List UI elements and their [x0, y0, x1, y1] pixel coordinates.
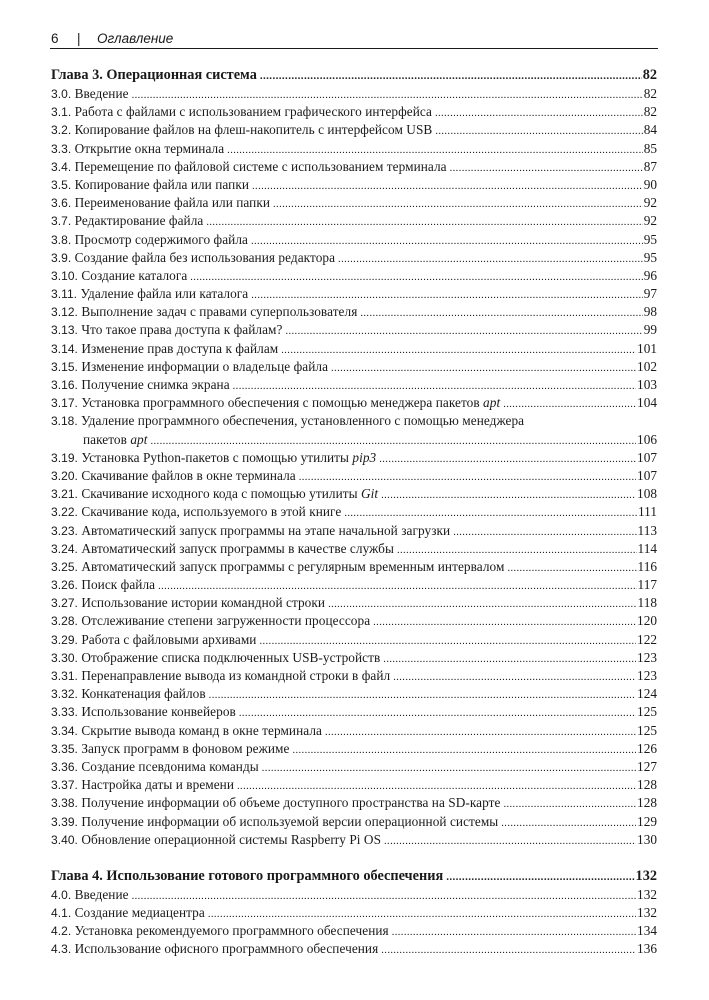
- entry-number: 3.29.: [51, 632, 78, 647]
- toc-entry[interactable]: [51, 703, 657, 721]
- entry-page: 87: [643, 158, 657, 174]
- entry-number: 3.4.: [51, 159, 72, 174]
- toc-entry[interactable]: [51, 485, 657, 503]
- entry-page: 90: [643, 176, 657, 192]
- entry-number: 3.36.: [51, 759, 78, 774]
- page-number: 6: [51, 31, 59, 46]
- running-header: [50, 28, 658, 48]
- entry-title: Установка Python-пакетов с помощью утилиты: [81, 449, 353, 465]
- entry-page: 114: [637, 540, 657, 556]
- entry-page: 102: [637, 358, 657, 374]
- header-title: Оглавление: [97, 31, 174, 46]
- entry-number: 4.0.: [51, 887, 72, 902]
- entry-page: 95: [643, 231, 657, 247]
- entry-title-emphasis: Git: [360, 486, 379, 502]
- entry-title: Введение: [74, 886, 129, 902]
- entry-title: Установка программного обеспечения с помощью менеджера пакетов: [81, 395, 484, 411]
- entry-number: 3.26.: [51, 578, 78, 593]
- entry-number: 4.3.: [51, 942, 72, 957]
- entry-page: 130: [637, 831, 657, 847]
- entry-title: Редактирование файла: [74, 213, 204, 229]
- entry-number: 3.30.: [51, 650, 78, 665]
- entry-page: 125: [637, 704, 657, 720]
- header-rule: [50, 48, 658, 49]
- entry-number: 3.33.: [51, 705, 78, 720]
- entry-page: 118: [637, 595, 657, 611]
- toc-entry[interactable]: [51, 540, 657, 558]
- toc-entry[interactable]: [51, 103, 657, 121]
- toc-entry[interactable]: [51, 194, 657, 212]
- dot-leader: [435, 105, 643, 123]
- entry-title: Использование конвейеров: [81, 704, 236, 720]
- toc-entry[interactable]: [51, 576, 657, 594]
- entry-title: Просмотр содержимого файла: [74, 231, 248, 247]
- dot-leader: [393, 669, 636, 687]
- entry-number: 3.39.: [51, 814, 78, 829]
- dot-leader: [384, 833, 636, 851]
- entry-page: 84: [643, 122, 657, 138]
- dot-leader: [450, 160, 643, 178]
- entry-title: Открытие окна терминала: [74, 140, 225, 156]
- entry-title: Перемещение по файловой системе с использованием терминала: [74, 158, 447, 174]
- entry-number: 3.6.: [51, 196, 72, 211]
- entry-page: 136: [637, 941, 657, 957]
- entry-page: 101: [637, 340, 657, 356]
- entry-page: 107: [637, 467, 657, 483]
- dot-leader: [190, 269, 642, 287]
- toc-entry[interactable]: [51, 121, 657, 139]
- toc-chapter-3[interactable]: [51, 66, 657, 85]
- entry-number: 3.16.: [51, 378, 78, 392]
- entry-number: 3.23.: [51, 523, 78, 538]
- entry-number: 3.31.: [51, 669, 78, 683]
- toc-entry[interactable]: [51, 303, 657, 321]
- entry-title: Изменение информации о владельце файла: [81, 358, 329, 374]
- entry-number: 3.40.: [51, 832, 78, 847]
- dot-leader: [273, 196, 643, 214]
- entry-title-emphasis: apt: [483, 395, 501, 411]
- entry-number: 4.1.: [51, 906, 72, 921]
- entry-page: 132: [637, 886, 657, 902]
- toc-entry[interactable]: [51, 321, 657, 339]
- toc-entry[interactable]: [51, 940, 657, 958]
- entry-title: Изменение прав доступа к файлам: [81, 340, 279, 356]
- entry-page: 128: [637, 777, 657, 793]
- entry-title: Скачивание исходного кода с помощью утилиты: [81, 486, 361, 502]
- toc-entry[interactable]: [51, 140, 657, 158]
- entry-page: 125: [637, 722, 657, 738]
- toc-entry[interactable]: [51, 904, 657, 922]
- toc-entry[interactable]: [51, 776, 657, 794]
- toc-entry[interactable]: [51, 922, 657, 940]
- entry-page: 82: [643, 86, 657, 101]
- toc-entry[interactable]: [51, 667, 657, 685]
- toc-entry[interactable]: [51, 685, 657, 703]
- entry-title: Создание псевдонима команды: [81, 758, 259, 774]
- entry-page: 106: [637, 431, 657, 447]
- entry-title: Поиск файла: [81, 577, 156, 593]
- toc-entry[interactable]: [51, 740, 657, 758]
- entry-number: 4.2.: [51, 924, 72, 939]
- entry-number: 3.2.: [51, 123, 72, 138]
- dot-leader: [252, 178, 643, 196]
- entry-number: 3.22.: [51, 505, 78, 520]
- entry-title: Скачивание кода, используемого в этой книге: [81, 504, 342, 520]
- dot-leader: [206, 214, 642, 232]
- entry-number: 3.12.: [51, 305, 78, 320]
- entry-number: 3.14.: [51, 341, 78, 356]
- entry-title: Автоматический запуск программы в качестве службы: [81, 540, 394, 556]
- entry-page: 124: [637, 686, 657, 702]
- entry-page: 111: [638, 504, 657, 520]
- toc-entry[interactable]: [51, 794, 657, 812]
- entry-number: 3.35.: [51, 741, 78, 756]
- entry-title: Удаление файла или каталога: [80, 286, 249, 302]
- entry-title: Перенаправление вывода из командной строки в файл: [81, 668, 391, 683]
- entry-number: 3.3.: [51, 141, 72, 156]
- dot-leader: [338, 251, 643, 269]
- entry-title: Скрытие вывода команд в окне терминала: [81, 722, 322, 738]
- toc-chapter-4[interactable]: [51, 867, 657, 886]
- entry-title: Создание медиацентра: [74, 905, 205, 921]
- toc-entry[interactable]: [51, 212, 657, 230]
- entry-page: 97: [643, 286, 657, 302]
- entry-title: Выполнение задач с правами суперпользователя: [81, 304, 358, 320]
- toc-entry[interactable]: [51, 176, 657, 194]
- entry-page: 120: [637, 613, 657, 629]
- chapter-page: 82: [642, 67, 657, 83]
- entry-title: Обновление операционной системы Raspberry Pi OS: [81, 831, 382, 847]
- header-separator: |: [77, 31, 81, 46]
- dot-leader: [292, 742, 636, 760]
- entry-number: 3.34.: [51, 723, 78, 738]
- entry-page: 132: [637, 905, 657, 921]
- toc-entry[interactable]: [51, 340, 657, 358]
- dot-leader: [285, 323, 642, 341]
- toc-entry[interactable]: [51, 85, 657, 103]
- entry-page: 82: [643, 104, 657, 120]
- entry-page: 126: [637, 740, 657, 756]
- entry-page: 95: [643, 249, 657, 265]
- entry-page: 92: [643, 213, 657, 229]
- entry-number: 3.17.: [51, 396, 78, 411]
- toc-entry[interactable]: [51, 522, 657, 540]
- toc-entry[interactable]: [51, 467, 657, 485]
- chapter-3-entries: [51, 85, 657, 412]
- dot-leader: [281, 342, 636, 360]
- entry-title: Использование офисного программного обеспечения: [74, 941, 379, 957]
- toc-entry-3-18[interactable]: [51, 412, 657, 448]
- entry-title: Введение: [74, 86, 129, 101]
- entry-title-cont: пакетов: [83, 431, 131, 447]
- entry-number: 3.24.: [51, 541, 78, 556]
- entry-number: 3.18.: [51, 414, 78, 429]
- toc-entry[interactable]: [51, 503, 657, 521]
- entry-title: Переименование файла или папки: [74, 195, 271, 211]
- entry-page: 123: [637, 668, 657, 683]
- entry-number: 3.11.: [51, 287, 78, 302]
- dot-leader: [379, 451, 636, 469]
- entry-title: Создание файла без использования редактора: [74, 249, 336, 265]
- dot-leader: [331, 360, 636, 378]
- toc-entry[interactable]: [51, 631, 657, 649]
- entry-page: 128: [637, 795, 657, 811]
- entry-number: 3.37.: [51, 778, 78, 793]
- dot-leader: [435, 123, 642, 141]
- dot-leader: [260, 67, 642, 86]
- toc-entry[interactable]: [51, 267, 657, 285]
- toc-entry[interactable]: [51, 594, 657, 612]
- entry-page: 129: [637, 813, 657, 829]
- dot-leader: [503, 796, 636, 814]
- entry-page: 113: [637, 522, 657, 538]
- dot-leader: [383, 651, 636, 669]
- entry-page: 122: [637, 631, 657, 647]
- table-of-contents: [51, 66, 657, 959]
- entry-title: Автоматический запуск программы на этапе начальной загрузки: [81, 522, 451, 538]
- dot-leader: [373, 614, 636, 632]
- toc-entry[interactable]: [51, 612, 657, 630]
- toc-entry[interactable]: [51, 249, 657, 267]
- entry-number: 3.27.: [51, 596, 78, 611]
- toc-entry[interactable]: [51, 558, 657, 576]
- toc-entry[interactable]: [51, 758, 657, 776]
- entry-title: Настройка даты и времени: [81, 777, 235, 793]
- entry-page: 98: [643, 304, 657, 320]
- dot-leader: [392, 924, 636, 942]
- entry-title: Получение информации об объеме доступного пространства на SD-карте: [81, 795, 501, 811]
- entry-title: Получение информации об используемой версии операционной системы: [81, 813, 499, 829]
- entry-number: 3.21.: [51, 487, 78, 502]
- entry-title: Копирование файлов на флеш-накопитель с интерфейсом USB: [74, 122, 433, 138]
- entry-page: 117: [637, 577, 657, 593]
- entry-title: Использование истории командной строки: [81, 595, 326, 611]
- entry-number: 3.7.: [51, 214, 72, 229]
- chapter-title: Глава 3. Операционная система: [51, 67, 257, 83]
- toc-entry[interactable]: [51, 722, 657, 740]
- toc-entry[interactable]: [51, 886, 657, 904]
- entry-title: Получение снимка экрана: [81, 377, 230, 392]
- entry-title: Конкатенация файлов: [81, 686, 206, 702]
- entry-title: Автоматический запуск программы с регулярным временным интервалом: [81, 558, 505, 574]
- entry-number: 3.0.: [51, 87, 72, 101]
- entry-title: Удаление программного обеспечения, установленного с помощью менеджера: [81, 413, 525, 429]
- toc-entry[interactable]: [51, 649, 657, 667]
- entry-page: 127: [637, 758, 657, 774]
- dot-leader: [328, 596, 636, 614]
- entry-title: Запуск программ в фоновом режиме: [81, 740, 290, 756]
- entry-page: 103: [637, 377, 657, 392]
- entry-number: 3.13.: [51, 323, 78, 338]
- dot-leader: [381, 487, 636, 505]
- entry-number: 3.10.: [51, 268, 78, 283]
- entry-number: 3.5.: [51, 177, 72, 192]
- entry-number: 3.9.: [51, 250, 72, 265]
- dot-leader: [446, 868, 634, 887]
- entry-number: 3.1.: [51, 105, 72, 120]
- chapter-title: Глава 4. Использование готового программного обеспечения: [51, 867, 444, 884]
- toc-entry[interactable]: [51, 376, 657, 394]
- entry-title: Установка рекомендуемого программного обеспечения: [74, 923, 389, 939]
- entry-title: Копирование файла или папки: [74, 176, 250, 192]
- dot-leader: [453, 524, 636, 542]
- dot-leader: [507, 560, 636, 578]
- entry-title-emphasis: pip3: [352, 449, 377, 465]
- entry-title: Что такое права доступа к файлам?: [81, 322, 283, 338]
- entry-page: 107: [637, 449, 657, 465]
- toc-entry[interactable]: [51, 449, 657, 467]
- entry-title: Работа с файлами с использованием графического интерфейса: [74, 104, 432, 120]
- entry-number: 3.25.: [51, 559, 78, 574]
- chapter-page: 132: [635, 867, 657, 884]
- entry-number: 3.19.: [51, 450, 78, 465]
- entry-page: 92: [643, 195, 657, 211]
- dot-leader: [209, 687, 636, 705]
- chapter-4-entries: [51, 886, 657, 959]
- entry-number: 3.32.: [51, 687, 78, 702]
- entry-number: 3.15.: [51, 359, 78, 374]
- entry-title: Работа с файловыми архивами: [81, 631, 257, 647]
- dot-leader: [381, 942, 636, 960]
- entry-page: 123: [637, 649, 657, 665]
- toc-entry[interactable]: [51, 285, 657, 303]
- dot-leader: [132, 888, 636, 906]
- toc-entry[interactable]: [51, 358, 657, 376]
- entry-page: 108: [637, 486, 657, 502]
- dot-leader: [325, 724, 636, 742]
- toc-entry[interactable]: [51, 158, 657, 176]
- dot-leader: [360, 305, 642, 323]
- entry-page: 96: [643, 267, 657, 283]
- entry-number: 3.28.: [51, 614, 78, 629]
- entry-title: Отображение списка подключенных USB-устройств: [81, 649, 381, 665]
- entry-page: 104: [637, 395, 657, 411]
- entry-page: 134: [637, 923, 657, 939]
- dot-leader: [501, 815, 636, 833]
- entry-page: 99: [643, 322, 657, 338]
- entry-number: 3.20.: [51, 468, 78, 483]
- chapter-3-entries-cont: [51, 449, 657, 849]
- toc-entry[interactable]: [51, 813, 657, 831]
- toc-entry[interactable]: [51, 394, 657, 412]
- entry-title: Отслеживание степени загруженности процессора: [81, 613, 371, 629]
- entry-title: Скачивание файлов в окне терминала: [81, 467, 296, 483]
- entry-title-emphasis: apt: [130, 431, 148, 447]
- entry-title: Создание каталога: [81, 267, 188, 283]
- entry-page: 85: [643, 140, 657, 156]
- toc-entry[interactable]: [51, 831, 657, 849]
- entry-page: 116: [637, 558, 657, 574]
- toc-entry[interactable]: [51, 231, 657, 249]
- entry-number: 3.8.: [51, 232, 72, 247]
- dot-leader: [262, 760, 636, 778]
- entry-number: 3.38.: [51, 796, 78, 811]
